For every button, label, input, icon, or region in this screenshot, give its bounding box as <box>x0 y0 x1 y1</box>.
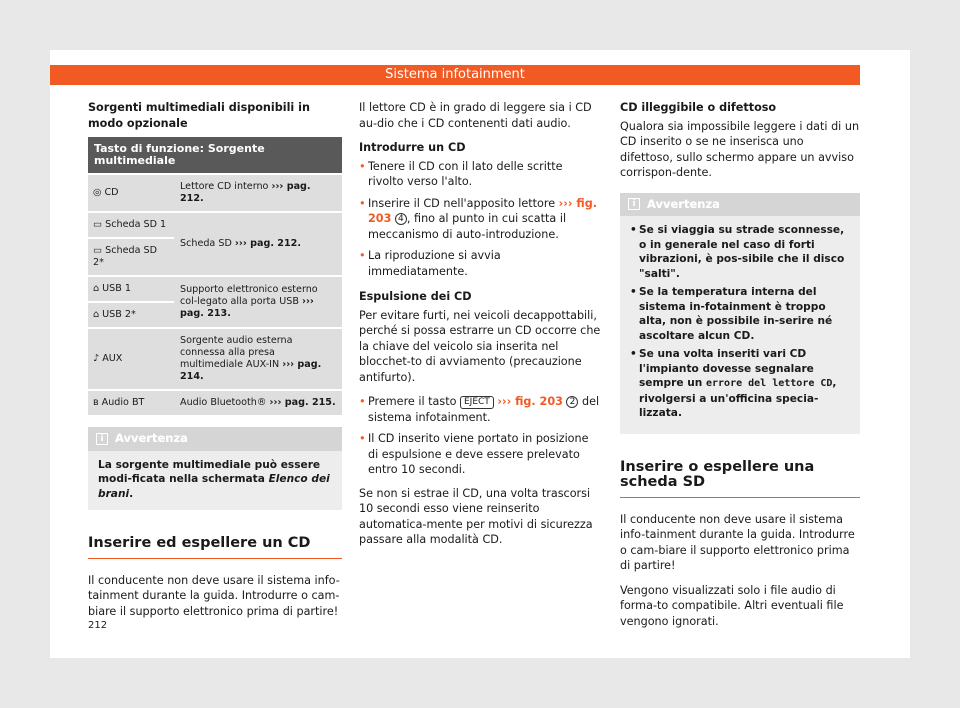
list-item: • Il CD inserito viene portato in posizione di espulsione e deve essere prelevato entro 10 secondi. <box>359 432 589 476</box>
usb-icon: ⌂ <box>93 309 100 320</box>
eject-key: EJECT <box>460 396 494 409</box>
subheading: Espulsione dei CD <box>359 290 472 303</box>
figure-ref-link[interactable]: ››› fig. 203 <box>497 395 563 408</box>
list-item: • Se si viaggia su strade sconnesse, o in generale nel caso di forti vibrazioni, è pos-sibile che il disco "salti". <box>630 224 845 280</box>
warning-title: Avvertenza <box>115 431 188 445</box>
table-row: ▭ Scheda SD 2* <box>88 239 342 275</box>
list-item: • Premere il tasto EJECT ››› fig. 203 2 del sistema infotainment. <box>359 395 600 424</box>
list-item: • Se la temperatura interna del sistema in-fotainment è troppo alta, non è possibile in-serire né ascoltare alcun CD. <box>630 286 833 342</box>
page-header: Sistema infotainment <box>50 65 860 85</box>
table-header: Tasto di funzione: Sorgente multimediale <box>88 137 342 173</box>
paragraph: Il conducente non deve usare il sistema info-tainment durante la guida. Introdurre o cam-biare il supporto elettronico prima di partire! <box>88 573 340 618</box>
table-row: ʙ Audio BT Audio Bluetooth® ››› pag. 215. <box>88 391 342 415</box>
section-title: Inserire o espellere una scheda SD <box>620 460 860 498</box>
warning-title: Avvertenza <box>647 196 720 211</box>
subheading: CD illeggibile o difettoso <box>620 101 777 114</box>
bluetooth-icon: ʙ <box>93 397 99 408</box>
section-title: Inserire ed espellere un CD <box>88 536 342 559</box>
list-item: • La riproduzione si avvia immediatamente. <box>359 249 501 278</box>
list-item: • Se una volta inseriti vari CD l'impianto dovesse segnalare sempre un errore del lettore CD, rivolgersi a un'officina specia-lizzata. <box>630 348 837 419</box>
warning-box: i Avvertenza La sorgente multimediale può essere modi-ficata nella schermata Elenco dei brani. <box>88 427 342 510</box>
column-2: Il lettore CD è in grado di leggere sia i CD au-dio che i CD contenenti dati audio. Introdurre un CD • Tenere il CD con il lato delle scritte rivolto verso l'alto. • Inserire il CD nell'apposito lettore ››› fig. 203 4 , fino al punto in cui scatta il meccanismo di auto-introduzione. • La riproduzione si avvia immediatamente. Espulsione dei CD Per evitare furti, nei veicoli decappottabili, perché si possa estrarre un CD occorre che la chiave del veicolo sia inserita nel blocchet-to di avviamento (precauzione antifurto). • Premere il tasto EJECT ››› fig. 203 2 del sistema infotainment. • Il CD inserito viene portato in posizione di espulsione e deve essere prelevato entro 10 secondi. Se non si estrae il CD, una volta trascorsi 10 secondi esso viene reinserito automatica-mente per motivi di sicurezza passare alla modalità CD. <box>359 101 601 546</box>
sources-heading: Sorgenti multimediali disponibili in modo opzionale <box>88 101 310 130</box>
column-1 <box>88 100 342 628</box>
info-icon: i <box>628 198 640 210</box>
sd-card-icon: ▭ <box>93 245 103 256</box>
warning-box <box>620 193 860 434</box>
usb-icon: ⌂ <box>93 283 100 294</box>
cd-icon: ◎ <box>93 187 102 198</box>
media-sources-table <box>88 135 342 417</box>
table-row: ♪ AUX Sorgente audio esterna connessa alla presa multimediale AUX-IN ››› pag. 214. <box>88 329 342 389</box>
figure-ref-link[interactable]: ››› fig. 203 <box>368 196 597 225</box>
table-row: ◎ CD Lettore CD interno ››› pag. 212. <box>88 175 342 211</box>
table-row: ▭ Scheda SD 1 Scheda SD ››› pag. 212. <box>88 213 342 237</box>
sd-card-icon: ▭ <box>93 219 103 230</box>
callout-number: 4 <box>395 213 407 225</box>
table-row: ⌂ USB 2* <box>88 303 342 327</box>
page-number: 212 <box>88 620 108 631</box>
table-row: ⌂ USB 1 Supporto elettronico esterno col-legato alla porta USB ››› pag. 213. <box>88 277 342 301</box>
list-item: • Tenere il CD con il lato delle scritte rivolto verso l'alto. <box>359 159 563 188</box>
info-icon: i <box>96 433 108 445</box>
column-3: CD illeggibile o difettoso Qualora sia impossibile leggere i dati di un CD inserito o se ne inserisca uno difettoso, sullo schermo appare un avviso corrispon-dente. i Avvertenza • Se si viaggia su strade sconnesse, o in generale nel caso di forti vibrazioni, è pos-sibile che il disco "salti". • Se la temperatura interna del sistema in-fotainment è troppo alta, non è possibile in-serire né ascoltare alcun CD. • Se una volta inseriti vari CD l'impianto dovesse segnalare sempre un errore del lettore CD, rivolgersi a un'officina specia-lizzata. Inserire o espellere una scheda SD Il conducente non deve usare il sistema info-tainment durante la guida. Introdurre o cam-biare il supporto elettronico prima di partire! Vengono visualizzati solo i file audio di forma-to compatibile. Altri eventuali file vengono ignorati. <box>620 101 860 628</box>
list-item: • Inserire il CD nell'apposito lettore ››› fig. 203 4 , fino al punto in cui scatta il meccanismo di auto-introduzione. <box>359 196 597 241</box>
aux-icon: ♪ <box>93 353 100 364</box>
callout-number: 2 <box>566 396 578 408</box>
subheading: Introdurre un CD <box>359 141 466 154</box>
